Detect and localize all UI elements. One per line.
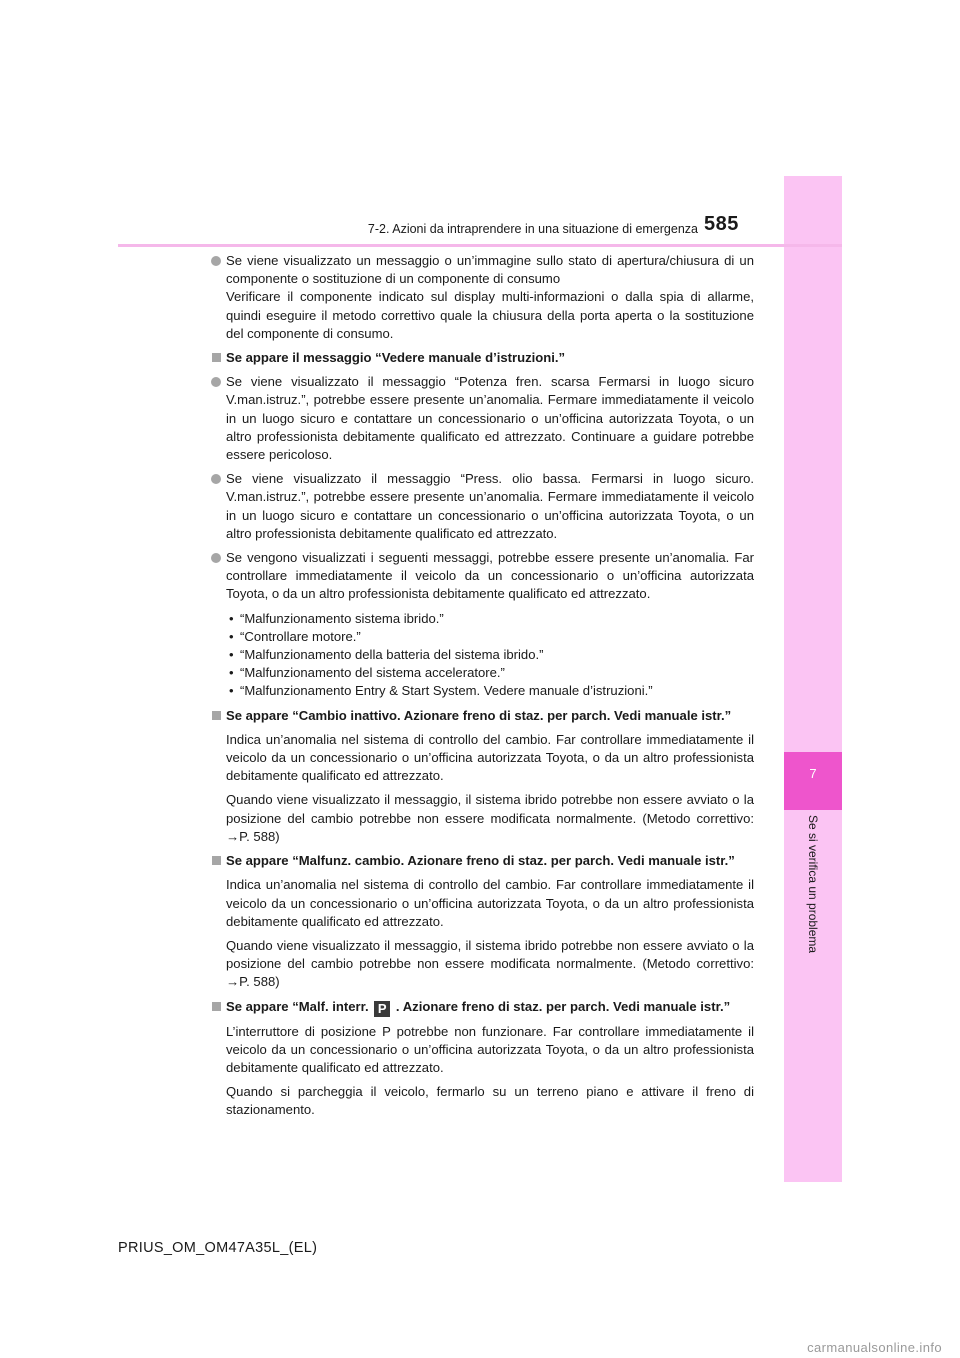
heading-text: Se appare il messaggio “Vedere manuale d’istruzioni.” xyxy=(226,350,566,366)
chapter-title: Se si verifica un problema xyxy=(806,815,820,954)
square-bullet-icon xyxy=(212,856,221,865)
message-list xyxy=(210,610,754,701)
paragraph: Indica un’anomalia nel sistema di controllo del cambio. Far controllare immediatamente il veicolo da un concessionario o un’officina autorizzata Toyota, o da un altro professionista debitamente qualificato ed attrezzato. xyxy=(226,731,754,784)
header-rule xyxy=(118,244,842,247)
bullet-dot-icon xyxy=(211,474,221,484)
square-bullet-icon xyxy=(212,711,221,720)
list-bullet: • xyxy=(229,647,234,663)
paragraph: Se viene visualizzato il messaggio “Press. olio bassa. Fermarsi in luogo sicuro. V.man.istruz.”, potrebbe essere presente un’anomalia. Fermare immediatamente il veicolo in un luogo sicuro e contattare un concessionario o un’officina autorizzata Toyota, o un altro professionista debitamente qualificato ed attrezzato. xyxy=(226,471,754,541)
bullet-item xyxy=(210,252,754,343)
heading-text: Se appare “Malfunz. cambio. Azionare freno di staz. per parch. Vedi manuale istr.” xyxy=(226,853,735,869)
square-bullet-icon xyxy=(212,353,221,362)
paragraph: Se viene visualizzato un messaggio o un’immagine sullo stato di apertura/chiusura di un componente o sostituzione di un componente di consumo xyxy=(226,253,754,287)
paragraph: L’interruttore di posizione P potrebbe non funzionare. Far controllare immediatamente il veicolo da un concessionario o un’officina autorizzata Toyota, o da un altro professionista debitamente qualificato ed attrezzato. xyxy=(226,1023,754,1075)
list-item: • “Malfunzionamento del sistema acceleratore.” xyxy=(226,664,754,682)
list-bullet: • xyxy=(229,683,234,699)
paragraph: Quando viene visualizzato il messaggio, il sistema ibrido potrebbe non essere avviato o la posizione del cambio potrebbe non essere modificata normalmente. (Metodo correttivo: →P. 588) xyxy=(226,937,754,990)
p-position-switch-icon: P xyxy=(374,1001,390,1017)
bullet-item xyxy=(210,470,754,543)
bullet-dot-icon xyxy=(211,377,221,387)
list-item: • “Malfunzionamento della batteria del sistema ibrido.” xyxy=(226,646,754,664)
paragraph: Se viene visualizzato il messaggio “Potenza fren. scarsa Fermarsi in luogo sicuro V.man.istruz.”, potrebbe essere presente un’anomalia. Fermare immediatamente il veicolo in un luogo sicuro e contattare un concessionario o un’officina autorizzata Toyota, o un altro professionista debitamente qualificato ed attrezzato. Continuare a guidare potrebbe essere pericoloso. xyxy=(226,374,754,463)
section-heading xyxy=(210,852,754,870)
list-bullet: • xyxy=(229,665,234,681)
bullet-item xyxy=(210,373,754,464)
chapter-number: 7 xyxy=(809,766,817,781)
paragraph: Quando viene visualizzato il messaggio, il sistema ibrido potrebbe non essere avviato o la posizione del cambio potrebbe non essere modificata normalmente. (Metodo correttivo: →P. 588) xyxy=(226,792,754,844)
bullet-dot-icon xyxy=(211,256,221,266)
square-bullet-icon xyxy=(212,1002,221,1011)
list-item: • “Controllare motore.” xyxy=(226,628,754,646)
manual-code: PRIUS_OM_OM47A35L_(EL) xyxy=(118,1240,318,1256)
section-heading xyxy=(210,707,754,725)
page-number: 585 xyxy=(704,213,739,235)
section-heading xyxy=(210,349,754,367)
list-bullet: • xyxy=(229,628,234,644)
bullet-item xyxy=(210,549,754,604)
chapter-sidebar-band xyxy=(784,176,842,1182)
paragraph: Indica un’anomalia nel sistema di controllo del cambio. Far controllare immediatamente il veicolo da un concessionario o un’officina autorizzata Toyota, o da un altro professionista debitamente qualificato ed attrezzato. xyxy=(226,877,754,929)
paragraph: Verificare il componente indicato sul display multi-informazioni o dalla spia di allarme, quindi eseguire il metodo correttivo quale la chiusura della porta aperta o la sostituzione del componente di consumo. xyxy=(226,289,754,341)
heading-text: . Azionare freno di staz. per parch. Vedi manuale istr.” xyxy=(395,998,731,1014)
list-item: • “Malfunzionamento sistema ibrido.” xyxy=(226,610,754,628)
heading-text: Se appare “Malf. interr. xyxy=(226,998,369,1014)
page-body xyxy=(210,252,754,1126)
bullet-dot-icon xyxy=(211,553,221,563)
heading-text: Se appare “Cambio inattivo. Azionare freno di staz. per parch. Vedi manuale istr.” xyxy=(226,707,732,723)
list-item: • “Malfunzionamento Entry & Start System. Vedere manuale d’istruzioni.” xyxy=(226,682,754,700)
watermark: carmanualsonline.info xyxy=(807,1340,942,1355)
section-heading xyxy=(210,998,754,1017)
paragraph: Quando si parcheggia il veicolo, fermarlo su un terreno piano e attivare il freno di stazionamento. xyxy=(226,1084,754,1118)
list-bullet: • xyxy=(229,610,234,626)
chapter-tab xyxy=(784,752,842,810)
section-title: 7-2. Azioni da intraprendere in una situazione di emergenza xyxy=(367,222,698,236)
paragraph: Se vengono visualizzati i seguenti messaggi, potrebbe essere presente un’anomalia. Far controllare immediatamente il veicolo da un concessionario o un’officina autorizzata Toyota, o da un altro professionista debitamente qualificato ed attrezzato. xyxy=(226,550,754,602)
